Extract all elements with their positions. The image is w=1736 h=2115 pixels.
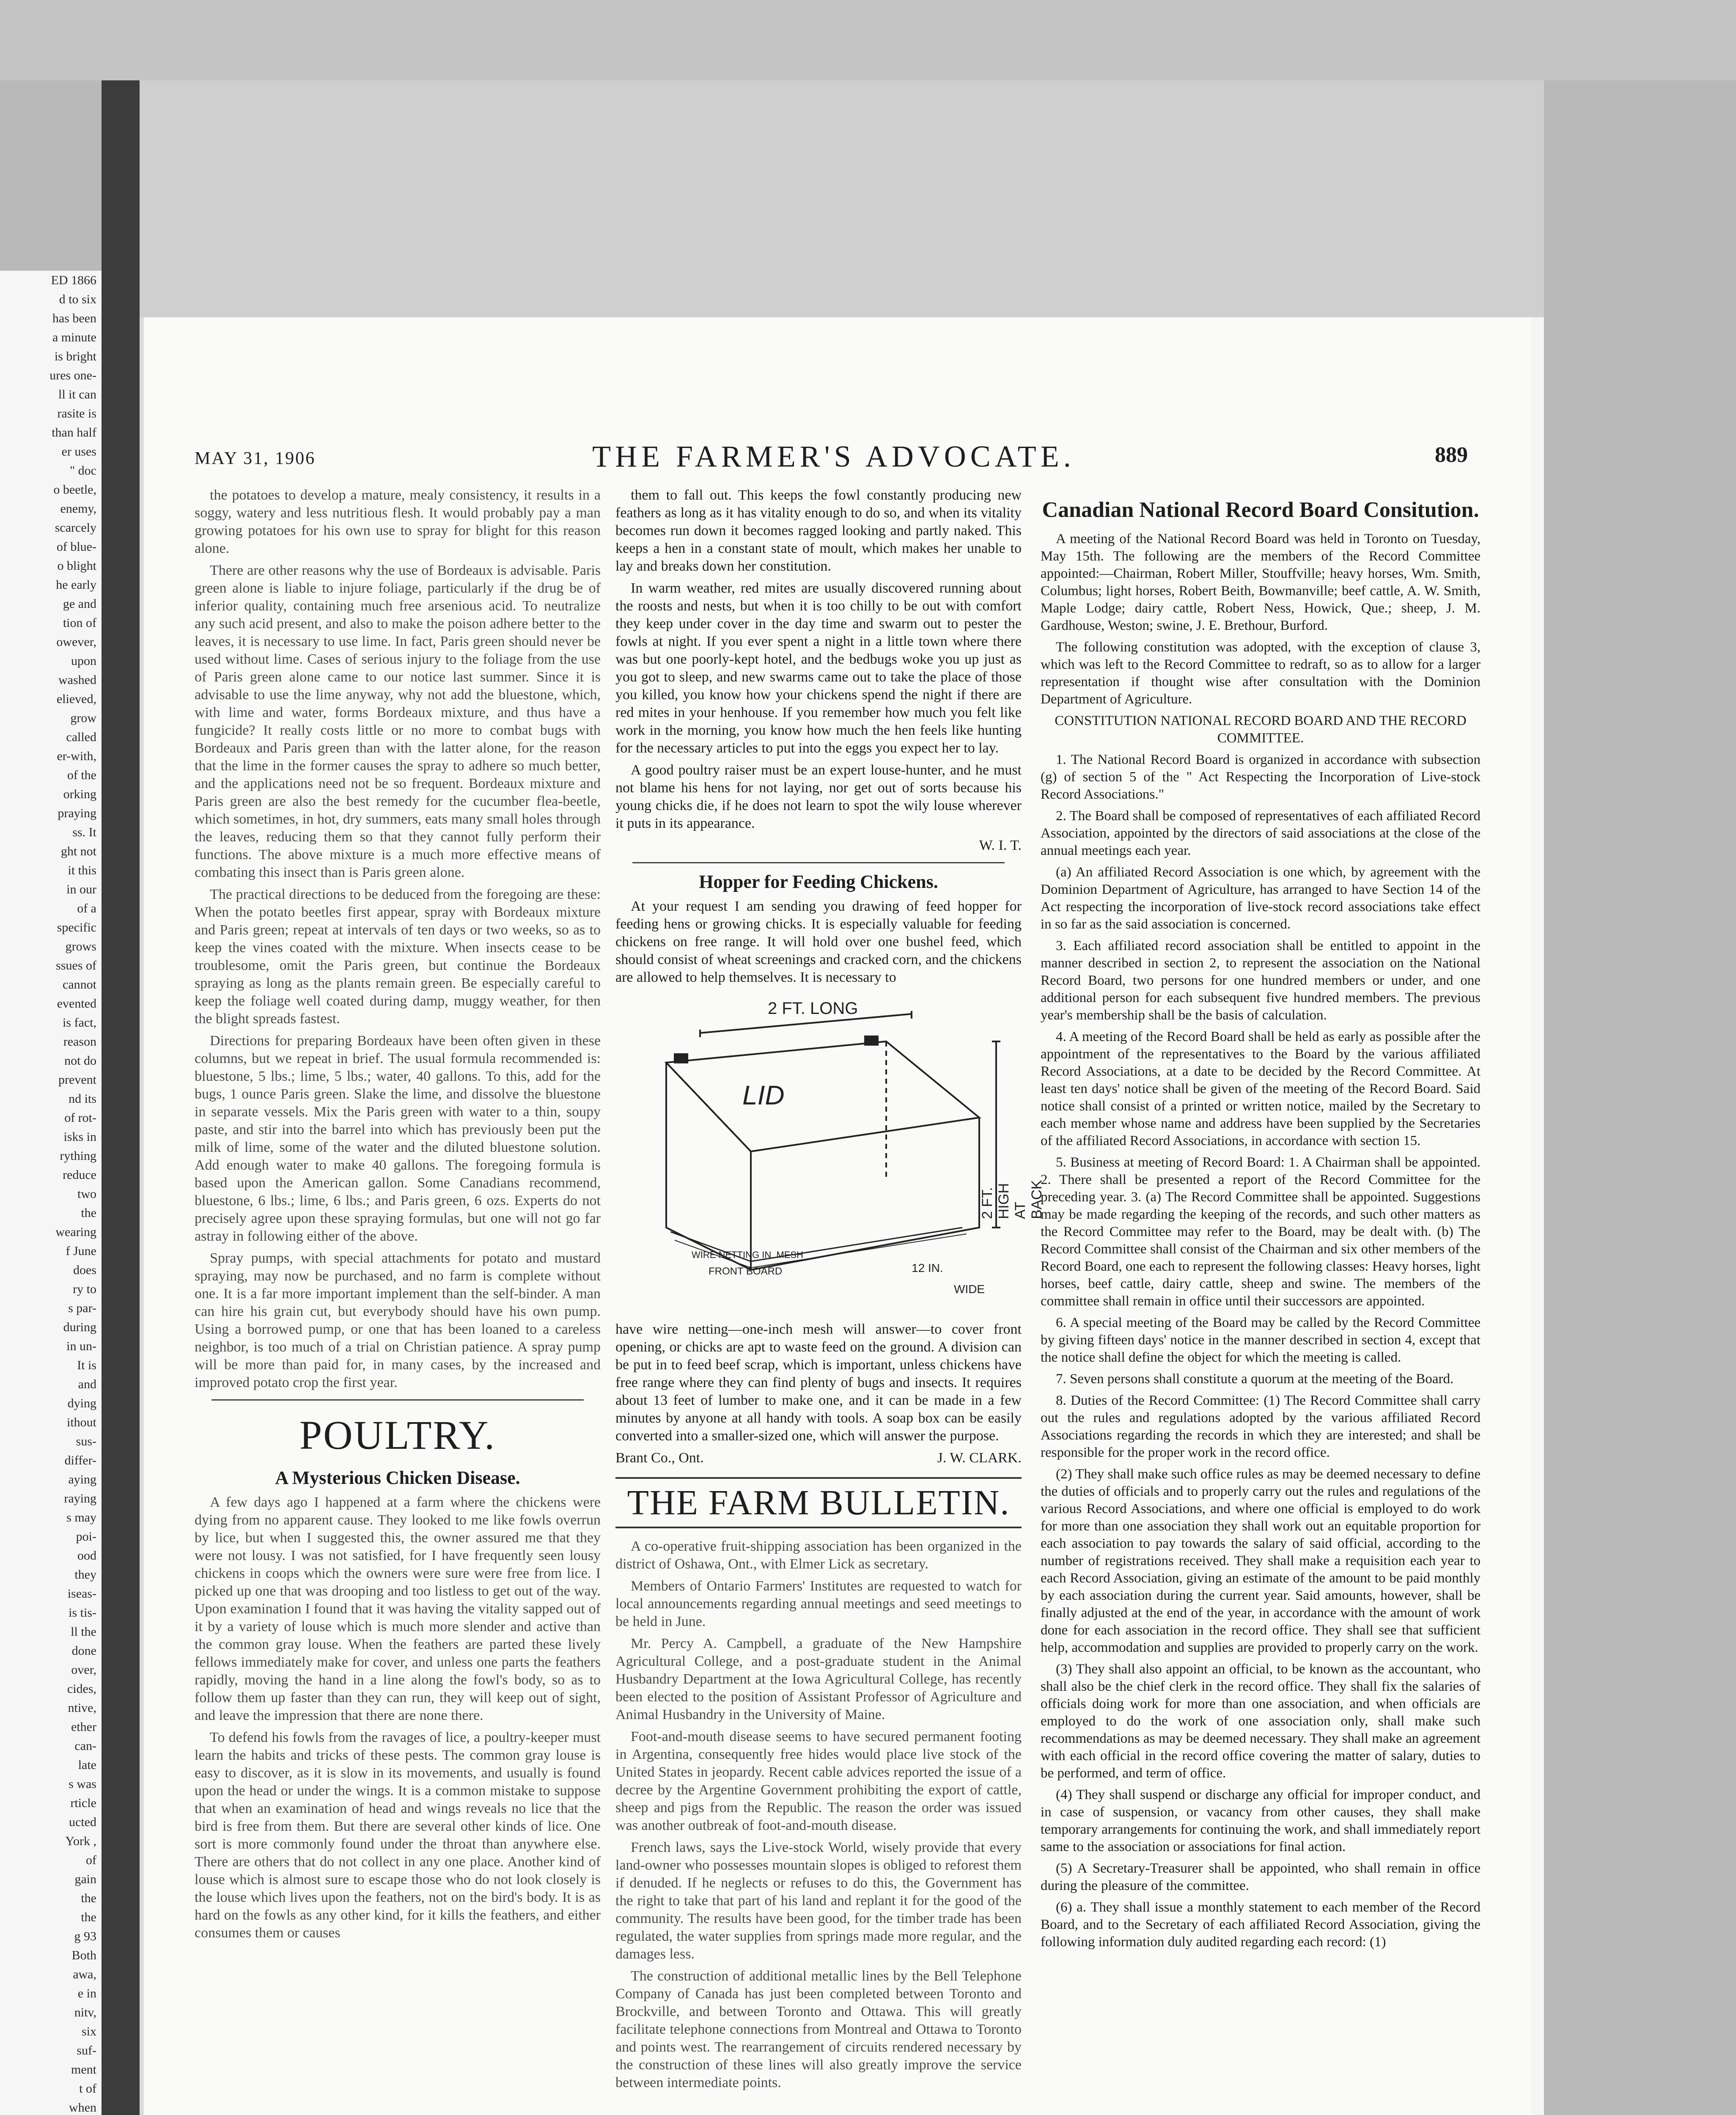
- article-paragraph: The practical directions to be deduced from the foregoing are these: When the potato beetles first appear, spray with Bordeaux mixture and Paris green; repeat at intervals of ten days or two weeks, so as to keep the vines coated with the mixture. When insects cease to be troublesome, omit the Paris green, but continue the Bordeaux spraying as long as the plants remain green. Be especially careful to keep the foliage well coated during damp, muggy weather, for then the blight spreads fastest.: [195, 887, 601, 1027]
- edge-text-line: g 93: [74, 1929, 96, 1943]
- edge-text-line: not do: [64, 1054, 96, 1068]
- edge-text-line: ures one-: [49, 368, 96, 382]
- constitution-clause: (5) A Secretary-Treasurer shall be appointed, who shall remain in office during the pleasure of the committee.: [1041, 1861, 1481, 1893]
- bulletin-item: Mr. Percy A. Campbell, a graduate of the New Hampshire Agricultural College, and a post-graduate student in the Animal Husbandry Department at the Iowa Agricultural College, has recently been elected to the position of Assistant Professor of Agriculture and Animal Husbandry in the University of Maine.: [615, 1636, 1022, 1722]
- constitution-clause: (a) An affiliated Record Association is one which, by agreement with the Dominion Department of Agriculture, has arranged to have Section 14 of the Act respecting the incorporation of live-stock record associations take effect in so far as the said association is concerned.: [1041, 865, 1481, 932]
- edge-text-line: upon: [71, 654, 96, 668]
- edge-text-line: It is: [77, 1358, 96, 1372]
- constitution-clause: 5. Business at meeting of Record Board: 1. A Chairman shall be appointed. 2. There shall be presented a report of the Record Committee for the preceding year. 3. (a) The Record Committee shall be appointed. Suggestions may be made regarding the keeping of the records, and such other matters as the Record Committee may refer to the Board, may be dealt with. (b) The Record Committee shall consist of the Chairman and six other members of the Record Board, one each to represent the following classes: Heavy horses, light horses, beef cattle, dairy cattle, sheep and swine. The members of the committee shall remain in office until their successors are appointed.: [1041, 1155, 1481, 1309]
- edge-text-line: and: [78, 1377, 96, 1391]
- edge-text-line: nd its: [69, 1092, 96, 1106]
- edge-text-line: elieved,: [56, 692, 96, 706]
- section-rule: [212, 1399, 584, 1401]
- signature-location: Brant Co., Ont.: [615, 1450, 704, 1466]
- column-3: [1041, 486, 1481, 2115]
- edge-text-line: reason: [63, 1035, 96, 1049]
- poultry-heading: POULTRY.: [299, 1412, 496, 1458]
- edge-text-line: dying: [67, 1396, 96, 1410]
- bulletin-item: The construction of additional metallic lines by the Bell Telephone Company of Canada has just been completed between Toronto and Brockville, and between Toronto and Ottawa. This will greatly facilitate telephone connections from Montreal and Ottawa to Toronto and points west. The rearrangement of circuits rendered necessary by the construction of these lines will also greatly improve the service between intermediate points.: [615, 1968, 1022, 2090]
- edge-text-line: s may: [66, 1511, 96, 1524]
- figure-label-mesh: WIRE NETTING IN. MESH: [692, 1250, 803, 1260]
- running-head: [144, 436, 1531, 474]
- edge-text-line: ssues of: [56, 959, 96, 972]
- edge-text-line: wearing: [55, 1225, 96, 1239]
- edge-text-line: ithout: [66, 1415, 96, 1429]
- edge-text-line: s was: [69, 1777, 96, 1791]
- article-paragraph: To defend his fowls from the ravages of lice, a poultry-keeper must learn the habits and tricks of these pests. The common gray louse is easy to discover, as it is slow in its movements, and usually is found upon the head or under the wings. It is a common mistake to suppose that when an examination of head and wings reveals no lice that the bird is free from them. But there are several other kinds of lice. One sort is more commonly found under the throat than anywhere else. There are others that do not collect in any one place. Another kind of louse which is almost sure to escape those who do not look closely is the louse which lives upon the feathers, not on the bird's body. It is as hard on the fowls as any other kind, for it kills the feathers, and either consumes them or causes: [195, 1730, 601, 1941]
- article-paragraph: There are other reasons why the use of Bordeaux is advisable. Paris green alone is liable to injure foliage, particularly if the drug be of inferior quality, containing much free arsenious acid. To neutralize any such acid present, and also to make the poison adhere better to the leaves, it is necessary to use lime. In fact, Paris green should never be used without lime. Cases of serious injury to the foliage from the use of Paris green alone came to our notice last summer. Since it is advisable to use the lime anyway, why not add the bluestone, which, with lime and water, forms Bordeaux mixture, and thus have a fungicide? It really costs little or no more to combat bugs with Bordeaux and Paris green than with the latter alone, for the reason that the lime in the former causes the spray to adhere so much better, and the applications need not be so frequent. Bordeaux mixture and Paris green are also the best remedy for the cucumber flea-beetle, which sometimes, in hot, dry summers, eats many small holes through the leaves, reducing them so that they cannot fully perform their functions. The above mixture is a much more effective means of combating this insect than is Paris green alone.: [195, 563, 601, 880]
- signature-line: [615, 1449, 1022, 1467]
- hopper-heading: Hopper for Feeding Chickens.: [699, 871, 938, 892]
- edge-text-line: ood: [77, 1549, 96, 1563]
- edge-text-line: is fact,: [63, 1016, 96, 1030]
- edge-text-line: ght not: [60, 844, 96, 858]
- article-paragraph: Directions for preparing Bordeaux have been often given in these columns, but we repeat in brief. The usual formula recommended is: bluestone, 5 lbs.; lime, 5 lbs.; water, 40 gallons. To this, add for the bugs, 1 ounce Paris green. Slake the lime, and dissolve the bluestone in separate vessels. Mix the Paris green with water to a thin, soupy paste, and stir into the barrel into which has previously been put the milk of lime, some of the water and the diluted bluestone solution. Add enough water to make 40 gallons. The foregoing formula is based upon the American gallon. Some Canadians recommend, bluestone, 6 lbs.; lime, 6 lbs.; and Paris green, 6 ozs. Experts do not precisely agree upon these spraying formulas, but one will not go far astray in following either of the above.: [195, 1033, 601, 1244]
- constitution-clause: (2) They shall make such office rules as may be deemed necessary to define the duties of officials and to properly carry out the rules and regulations of the various Record Associations, and where one official is employed to do work for more than one association they shall work out an equitable proportion for each association to pay towards the salary of said official, according to the number of registrations received. They shall make a requisition each year to each Record Association, giving an estimate of the amount to be paid monthly by each association during the current year. Said amounts, however, shall be finally adjusted at the end of the year, in accordance with the amount of work done for each association in the record office. They shall see that sufficient help, accommodation and supplies are provided to properly carry on the work.: [1041, 1467, 1481, 1655]
- edge-text-line: ll it can: [58, 387, 96, 401]
- edge-text-line: of the: [67, 768, 96, 782]
- article-paragraph: In warm weather, red mites are usually discovered running about the roosts and nests, but when it is too chilly to be out with comfort they keep under cover in the day time and swarm out to pester the fowls at night. If you ever spent a night in a little town where there was but one poorly-kept hotel, and the bedbugs woke you up just as you got to sleep, and new swarms came out to take the place of those you killed, you know how your chickens spend the night if there are red mites in your henhouse. If you remember how much you felt like work in the morning, you know how much the hen feels like hunting for the necessary articles to put into the eggs you expect her to lay.: [615, 580, 1022, 756]
- edge-text-line: ether: [71, 1720, 96, 1734]
- constitution-clause: 8. Duties of the Record Committee: (1) The Record Committee shall carry out the rules and regulations adopted by the various affiliated Record Associations regarding the records in which they are interested; and shall be responsible for the proper work in the record office.: [1041, 1393, 1481, 1460]
- edge-text-line: has been: [52, 311, 96, 325]
- bulletin-item: French laws, says the Live-stock World, wisely provide that every land-owner who possesses mountain slopes is obliged to reforest them if denuded. If he neglects or refuses to do this, the Government has the right to take that part of his land and replant it for the good of the community. The results have been good, for the timber trade has been regulated, the water supplies from springs made more regular, and the damages less.: [615, 1840, 1022, 1962]
- edge-text-line: grow: [70, 711, 96, 725]
- edge-text-line: e in: [77, 1986, 96, 2000]
- edge-text-line: cannot: [63, 978, 96, 992]
- constitution-clause: (4) They shall suspend or discharge any official for improper conduct, and in case of suspension, or vacancy from other causes, they shall make temporary arrangements for continuing the work, and shall immediately report same to the association or associations for final action.: [1041, 1787, 1481, 1854]
- edge-text-line: owever,: [56, 635, 96, 649]
- edge-text-line: ge and: [63, 597, 96, 611]
- edge-text-line: s par-: [68, 1301, 96, 1315]
- edge-text-line: the: [81, 1891, 96, 1905]
- edge-text-line: isks in: [63, 1130, 96, 1144]
- edge-text-line: it this: [68, 863, 96, 877]
- edge-text-line: specific: [57, 920, 96, 934]
- edge-text-line: late: [78, 1758, 96, 1772]
- article-paragraph: Spray pumps, with special attachments for potato and mustard spraying, may now be purchased, and no farm is complete without one. It is a far more important implement than the self-binder. A man can hire his grain cut, but everybody should have his own pump. Using a borrowed pump, or one that has been loaned to a careless neighbor, is too much of a trial on Christian patience. A spray pump will be more than paid for, in many cases, by the increased and improved potato crop the first year.: [195, 1250, 601, 1390]
- page-number: 889: [1435, 443, 1468, 467]
- constitution-clause: 6. A special meeting of the Board may be called by the Record Committee by giving fifteen days' notice in the manner described in section 4, except that the notice shall define the object for which the meeting is called.: [1041, 1315, 1481, 1365]
- edge-text-line: than half: [52, 426, 96, 439]
- edge-text-line: rything: [60, 1149, 96, 1163]
- figure-label-length: 2 FT. LONG: [768, 999, 858, 1018]
- edge-text-line: of rot-: [64, 1111, 96, 1125]
- page-shadow-top: [140, 80, 1544, 317]
- edge-text-line: raying: [64, 1491, 96, 1505]
- edge-text-line: they: [74, 1568, 96, 1582]
- bulletin-item: Foot-and-mouth disease seems to have secured permanent footing in Argentina, consequently free hides would place live stock of the United States in jeopardy. Recent cable advices reported the issue of a decree by the Argentine Government prohibiting the export of cattle, sheep and pigs from the Republic. The reason the order was issued was another outbreak of foot-and-mouth disease.: [615, 1729, 1022, 1833]
- edge-text-line: ll the: [71, 1625, 96, 1639]
- edge-text-line: gain: [74, 1872, 96, 1886]
- edge-text-line: tion of: [63, 616, 96, 630]
- figure-label-lid: LID: [742, 1080, 785, 1110]
- edge-text-line: praying: [58, 806, 96, 820]
- bulletin-item: A co-operative fruit-shipping association has been organized in the district of Oshawa, Ont., with Elmer Lick as secretary.: [615, 1538, 1022, 1572]
- edge-text-line: awa,: [73, 1967, 96, 1981]
- edge-text-line: o blight: [57, 559, 96, 573]
- edge-text-line: ss. It: [72, 825, 96, 839]
- article-paragraph: them to fall out. This keeps the fowl constantly producing new feathers as long as it has vitality enough to do so, and when its vitality becomes run down it becomes ragged looking and partly naked. This keeps a hen in a constant state of moult, which makes her unable to lay and breaks down her constitution.: [615, 487, 1022, 574]
- edge-text-line: o beetle,: [53, 483, 96, 497]
- hopper-drawing: [615, 991, 1045, 1312]
- edge-text-line: d to six: [59, 292, 96, 306]
- edge-text-line: er-with,: [57, 749, 96, 763]
- signature-wit: W. I. T.: [979, 838, 1022, 853]
- edge-text-line: " doc: [69, 464, 96, 478]
- constitution-clause: 7. Seven persons shall constitute a quorum at the meeting of the Board.: [1056, 1371, 1454, 1387]
- edge-text-line: nitv,: [74, 2005, 96, 2019]
- article-paragraph: The following constitution was adopted, with the exception of clause 3, which was left to the Record Committee to redraft, so as to allow for a larger representation if thought wise after consultation with the Dominion Department of Agriculture.: [1041, 640, 1481, 707]
- edge-text-line: ntive,: [68, 1701, 96, 1715]
- edge-text-line: can-: [74, 1739, 96, 1753]
- edge-text-line: ED 1866: [51, 273, 96, 287]
- hopper-paragraph: At your request I am sending you drawing of feed hopper for feeding hens or growing chicks. It is especially valuable for feeding chickens on free range. It will hold over one bushel feed, which should consist of wheat screenings and cracked corn, and the chickens are allowed to help themselves. It is necessary to: [615, 898, 1022, 985]
- constitution-clause: (6) a. They shall issue a monthly statement to each member of the Record Board, and to the Secretary of each affiliated Record Association, giving the following information duly audited regarding each record: (1): [1041, 1900, 1481, 1950]
- edge-text-line: iseas-: [67, 1587, 96, 1601]
- edge-text-line: is bright: [54, 349, 96, 363]
- article-paragraph: A good poultry raiser must be an expert louse-hunter, and he must not blame his hens for not laying, nor get out of sorts because his young chicks die, if he does not learn to spot the wily louse wherever it puts in its appearance.: [615, 762, 1022, 831]
- edge-text-line: reduce: [63, 1168, 96, 1182]
- edge-text-line: is tis-: [69, 1606, 96, 1620]
- edge-text-line: a minute: [52, 330, 96, 344]
- edge-text-line: evented: [57, 997, 96, 1011]
- newspaper-page: [140, 80, 1544, 2115]
- edge-text-line: the: [81, 1910, 96, 1924]
- edge-text-line: does: [73, 1263, 96, 1277]
- constitution-heading: CONSTITUTION NATIONAL RECORD BOARD AND THE RECORD COMMITTEE.: [1055, 713, 1467, 746]
- edge-text-line: ry to: [73, 1282, 96, 1296]
- edge-text-line: f June: [66, 1244, 96, 1258]
- edge-text-line: suf-: [77, 2044, 96, 2057]
- printed-sheet: [144, 317, 1531, 2115]
- column-2: [615, 486, 1045, 2115]
- constitution-clause: 1. The National Record Board is organized in accordance with subsection (g) of section 5 of the " Act Respecting the Incorporation of Live-stock Record Associations.": [1041, 752, 1481, 802]
- edge-text-line: Both: [71, 1948, 96, 1962]
- edge-text-line: orking: [63, 787, 96, 801]
- edge-text-line: ment: [71, 2063, 96, 2077]
- edge-text-line: prevent: [58, 1073, 96, 1087]
- edge-text-line: York ,: [65, 1834, 96, 1848]
- section-rule: [632, 862, 1005, 863]
- edge-text-line: in un-: [66, 1339, 96, 1353]
- edge-text-line: sus-: [76, 1434, 96, 1448]
- edge-text-line: scarcely: [55, 521, 96, 535]
- scan-border-top: [0, 0, 1736, 80]
- edge-text-line: he early: [56, 578, 96, 592]
- constitution-clause: 4. A meeting of the Record Board shall be held as early as possible after the appointment of the representatives to the Board by the various affiliated Record Associations, at a date to be decided by the Record Committee. At least ten days' notice shall be given of the meeting of the Record Board. Said notice shall consist of a printed or written notice, mailed by the Secretary to each member whose name and address have been supplied by the Secretaries of the affiliated Record Associations, in accordance with section 15.: [1041, 1029, 1481, 1148]
- edge-text-line: enemy,: [60, 502, 96, 516]
- edge-text-line: during: [63, 1320, 96, 1334]
- edge-text-line: called: [66, 730, 96, 744]
- hopper-paragraph-2: have wire netting—one-inch mesh will answer—to cover front opening, or chicks are apt to waste feed on the ground. A division can be put in to feed beef scrap, which is important, unless chickens have free range where they can find plenty of bugs and insects. It requires about 13 feet of lumber to make one, and it can be made in a few minutes by anyone at all handy with tools. A soap box can be easily converted into a smaller-sized one, which will answer the purpose.: [615, 1321, 1022, 1444]
- signature-name: J. W. CLARK.: [937, 1450, 1022, 1466]
- figure-label-front: FRONT BOARD: [709, 1266, 783, 1277]
- figure-label-depth: 12 IN.: [912, 1261, 943, 1274]
- issue-date: MAY 31, 1906: [195, 449, 316, 468]
- edge-text-line: aying: [68, 1472, 96, 1486]
- record-board-heading: Canadian National Record Board Consitution.: [1042, 498, 1479, 522]
- farm-bulletin-heading: THE FARM BULLETIN.: [615, 1477, 1022, 1528]
- edge-text-line: when: [69, 2101, 96, 2115]
- edge-text-line: rticle: [70, 1796, 96, 1810]
- page-gutter: [102, 80, 140, 2115]
- edge-text-line: washed: [58, 673, 96, 687]
- edge-text-line: rasite is: [57, 407, 96, 420]
- edge-text-line: er uses: [61, 445, 96, 459]
- column-1: [195, 486, 601, 2115]
- edge-text-line: differ-: [64, 1453, 96, 1467]
- adjacent-page-edge: [0, 271, 102, 2115]
- constitution-clause: 2. The Board shall be composed of representatives of each affiliated Record Association, appointed by the directors of said associations at the close of the annual meetings each year.: [1041, 808, 1481, 858]
- edge-text-line: ucted: [69, 1815, 96, 1829]
- edge-text-line: of: [86, 1853, 96, 1867]
- edge-text-line: six: [81, 2024, 96, 2038]
- hopper-sketch: [615, 991, 1022, 1312]
- article-paragraph: A meeting of the National Record Board was held in Toronto on Tuesday, May 15th. The following are the members of the Record Committee appointed:—Chairman, Robert Miller, Stouffville; heavy horses, Wm. Smith, Columbus; light horses, Robert Beith, Bowmanville; beef cattle, A. W. Smith, Maple Lodge; dairy cattle, Robert Ness, Howick, Que.; sheep, J. M. Gardhouse, Weston; swine, J. E. Brethour, Burford.: [1041, 531, 1481, 633]
- edge-text-line: of a: [77, 901, 96, 915]
- edge-text-line: done: [71, 1644, 96, 1658]
- edge-text-line: in our: [66, 882, 96, 896]
- bulletin-item: Members of Ontario Farmers' Institutes are requested to watch for local announcements regarding annual meetings and seed meetings to be held in June.: [615, 1578, 1022, 1629]
- constitution-clause: (3) They shall also appoint an official, to be known as the accountant, who shall also be the chief clerk in the record office. They shall fix the salaries of officials doing work for more than one association, and when officials are employed to do the work of one association only, shall make such recommendations as may be deemed necessary. They shall make an agreement with each official in the record office covering the matter of salary, duties to be performed, and term of office.: [1041, 1662, 1481, 1781]
- edge-text-line: two: [77, 1187, 96, 1201]
- edge-text-line: of blue-: [56, 540, 96, 554]
- constitution-clause: 3. Each affiliated record association shall be entitled to appoint in the manner described in section 2, to represent the association on the National Record Board, two persons for one hundred members or under, and one additional person for each subsequent five hundred members. The previous year's membership shall be the basis of calculation.: [1041, 938, 1481, 1023]
- article-paragraph: A few days ago I happened at a farm where the chickens were dying from no apparent cause. They looked to me like fowls overrun by lice, but when I suggested this, the owner assured me that they were not lousy. I was not satisfied, for I have frequently seen lousy chickens in coops which the owners were sure were free from lice. I picked up one that was drooping and too listless to get out of the way. Upon examination I found that it was having the vitality sapped out of it by a variety of louse which is much more slender and active than the common gray louse. When the feathers are parted these lively fellows immediately make for cover, and unless one parts the feathers rapidly, moving the hand in a line along the fowl's body, so as to follow them up faster than they can run, they will keep out of sight, and leave the impression that there are none there.: [195, 1494, 601, 1723]
- chicken-disease-heading: A Mysterious Chicken Disease.: [275, 1467, 520, 1488]
- figure-label-height: 2 FT. HIGH AT BACK: [979, 1180, 1045, 1219]
- article-paragraph: the potatoes to develop a mature, mealy consistency, it results in a soggy, watery and less nutritious flesh. It would probably pay a man growing potatoes for his own use to spray for blight for this reason alone.: [195, 487, 601, 556]
- publication-title: THE FARMER'S ADVOCATE.: [592, 439, 1075, 473]
- figure-label-wide: WIDE: [954, 1283, 985, 1296]
- edge-text-line: poi-: [76, 1530, 96, 1544]
- edge-text-line: grows: [65, 939, 96, 953]
- edge-text-line: t of: [79, 2082, 96, 2096]
- edge-text-line: cides,: [67, 1682, 96, 1696]
- edge-text-line: the: [81, 1206, 96, 1220]
- edge-text-line: over,: [71, 1663, 96, 1677]
